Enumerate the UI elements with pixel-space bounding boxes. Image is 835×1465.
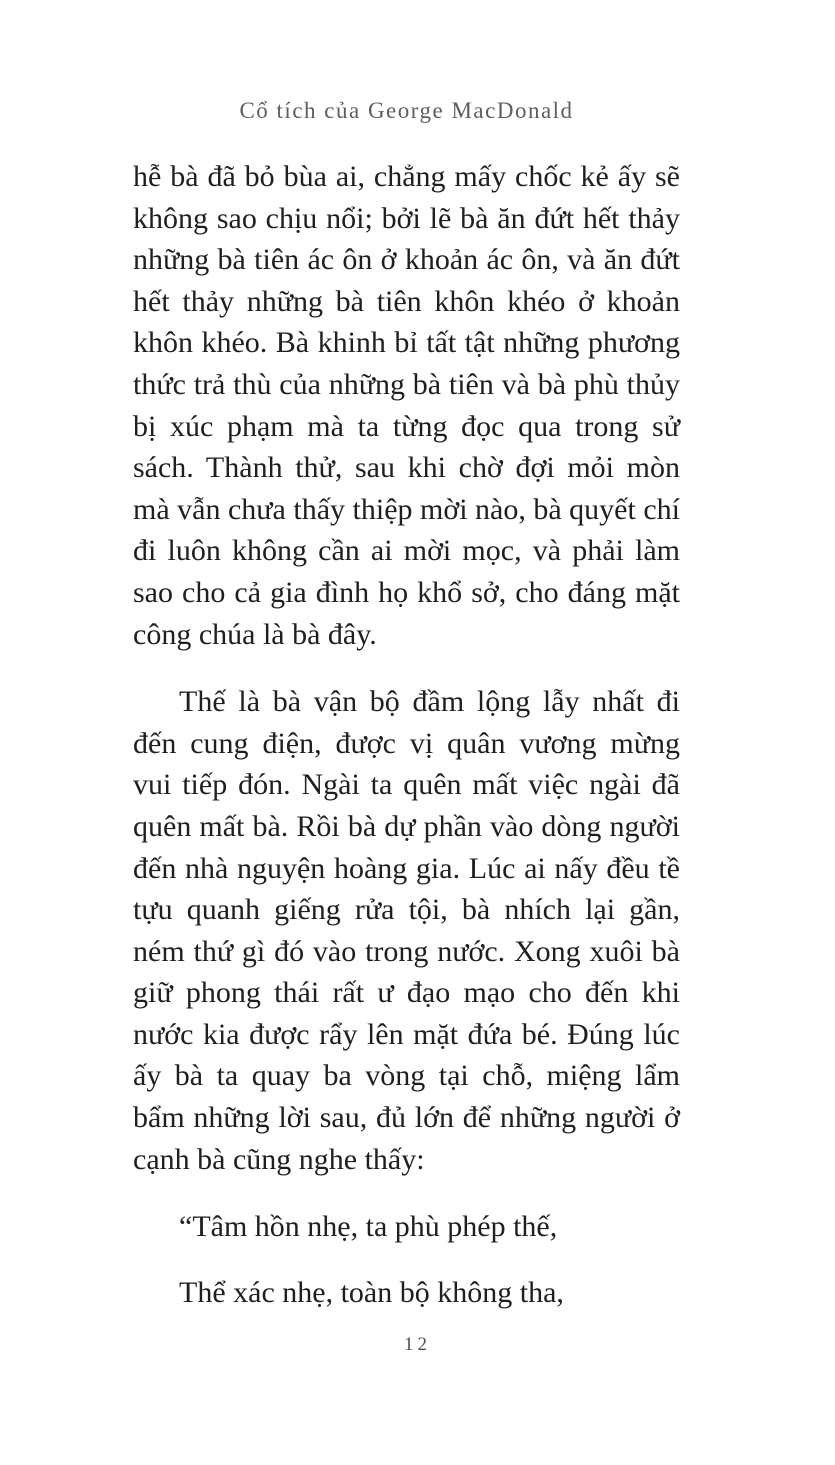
- page-number: 12: [404, 1334, 431, 1355]
- verse-line: “Tâm hồn nhẹ, ta phù phép thế,: [179, 1210, 558, 1244]
- verse-line: Thể xác nhẹ, toàn bộ không tha,: [179, 1275, 564, 1309]
- page-body: [133, 156, 680, 1313]
- paragraph-continuation: hễ bà đã bỏ bùa ai, chẳng mấy chốc kẻ ấy sẽ không sao chịu nổi; bởi lẽ bà ăn đứt hết thảy những bà tiên ác ôn ở khoản ác ôn, và ăn đứt hết thảy những bà tiên khôn khéo ở khoản khôn khéo. Bà khinh bỉ tất tật những phương thức trả thù của những bà tiên và bà phù thủy bị xúc phạm mà ta từng đọc qua trong sử sách. Thành thử, sau khi chờ đợi mỏi mòn mà vẫn chưa thấy thiệp mời nào, bà quyết chí đi luôn không cần ai mời mọc, và phải làm sao cho cả gia đình họ khổ sở, cho đáng mặt công chúa là bà đây.: [133, 160, 680, 651]
- paragraph: Thế là bà vận bộ đầm lộng lẫy nhất đi đến cung điện, được vị quân vương mừng vui tiếp đón. Ngài ta quên mất việc ngài đã quên mất bà. Rồi bà dự phần vào dòng người đến nhà nguyện hoàng gia. Lúc ai nấy đều tề tựu quanh giếng rửa tội, bà nhích lại gần, ném thứ gì đó vào trong nước. Xong xuôi bà giữ phong thái rất ư đạo mạo cho đến khi nước kia được rẩy lên mặt đứa bé. Đúng lúc ấy bà ta quay ba vòng tại chỗ, miệng lẩm bẩm những lời sau, đủ lớn để những người ở cạnh bà cũng nghe thấy:: [133, 685, 680, 1176]
- running-header: Cổ tích của George MacDonald: [239, 98, 574, 123]
